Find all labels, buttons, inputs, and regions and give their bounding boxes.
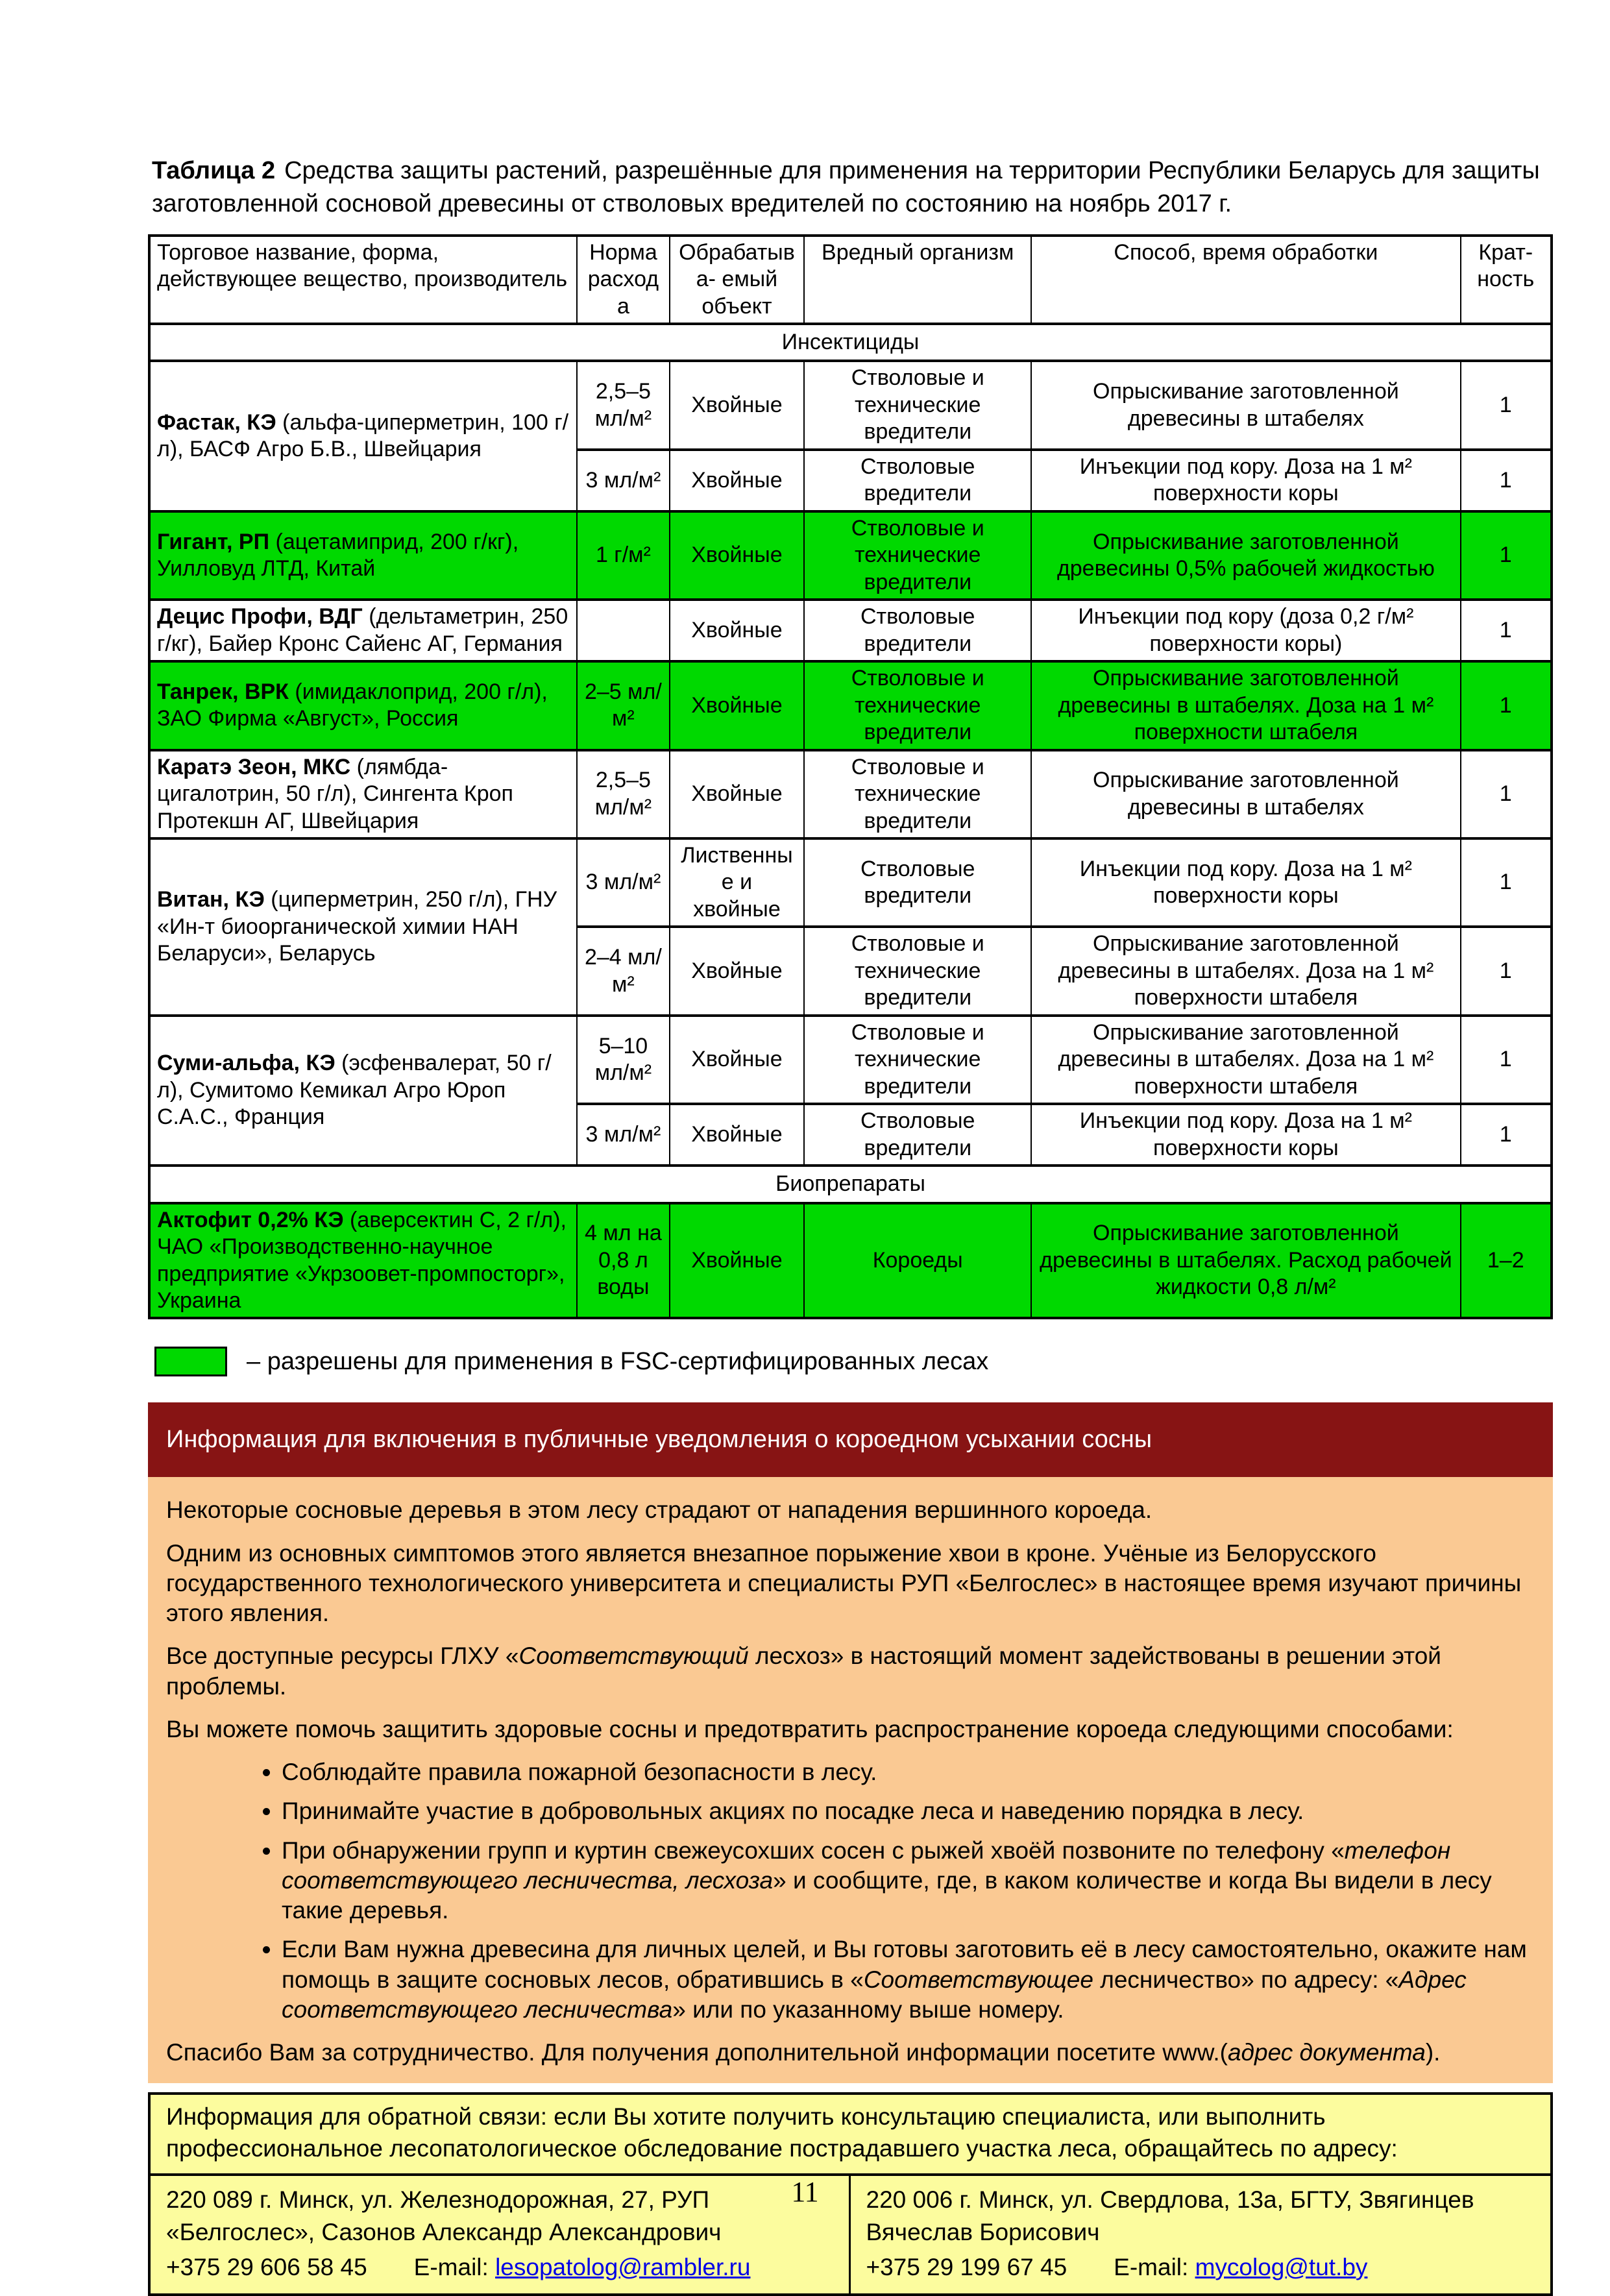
contact-phone: +375 29 199 67 45 — [866, 2253, 1067, 2280]
section-row-insecticides — [149, 324, 1552, 361]
contact-address: 220 089 г. Минск, ул. Железнодорожная, 27, РУП «Белгослес», Сазонов Александр Александрович — [166, 2186, 722, 2245]
product-name: Гигант, РП (ацетамиприд, 200 г/кг), Уилловуд ЛТД, Китай — [149, 511, 577, 600]
pest-cell: Стволовые вредители — [804, 450, 1031, 511]
method-cell: Инъекции под кору. Доза на 1 м² поверхности коры — [1031, 450, 1460, 511]
rate-cell: 1 г/м² — [577, 511, 670, 600]
table-row-decis — [149, 600, 1552, 661]
object-cell: Хвойные — [670, 1203, 804, 1319]
table-row-karate — [149, 750, 1552, 838]
email-label: E-mail: — [1114, 2253, 1189, 2280]
rate-cell: 3 мл/м² — [577, 450, 670, 511]
method-cell: Опрыскивание заготовленной древесины в штабелях. Доза на 1 м² поверхности штабеля — [1031, 1016, 1460, 1104]
product-name: Суми-альфа, КЭ (эсфенвалерат, 50 г/л), Сумитомо Кемикал Агро Юроп С.А.С., Франция — [149, 1016, 577, 1166]
multiplicity-cell: 1 — [1461, 661, 1552, 750]
bullet-item: • Соблюдайте правила пожарной безопасности в лесу. — [282, 1757, 1533, 1787]
multiplicity-cell: 1–2 — [1461, 1203, 1552, 1319]
col-header-object: Обрабатыва- емый объект — [670, 236, 804, 324]
rate-cell: 5–10 мл/м² — [577, 1016, 670, 1104]
multiplicity-cell: 1 — [1461, 838, 1552, 927]
rate-cell — [577, 600, 670, 661]
multiplicity-cell: 1 — [1461, 511, 1552, 600]
page-number: 11 — [791, 2176, 819, 2208]
section-label: Биопрепараты — [149, 1166, 1552, 1203]
pest-cell: Стволовые и технические вредители — [804, 750, 1031, 838]
object-cell: Хвойные — [670, 450, 804, 511]
bullet-item: • Принимайте участие в добровольных акциях по посадке леса и наведению порядка в лесу. — [282, 1796, 1533, 1826]
object-cell: Лиственные и хвойные — [670, 838, 804, 927]
legend-text: – разрешены для применения в FSC-сертифицированных лесах — [247, 1347, 989, 1375]
col-header-product: Торговое название, форма, действующее вещество, производитель — [149, 236, 577, 324]
contact-address: 220 006 г. Минск, ул. Свердлова, 13а, БГТУ, Звягинцев Вячеслав Борисович — [866, 2186, 1474, 2245]
col-header-pest: Вредный организм — [804, 236, 1031, 324]
email-label: E-mail: — [413, 2253, 489, 2280]
bullet-item: • При обнаружении групп и куртин свежеусохших сосен с рыжей хвоёй позвоните по телефону «телефон соответствующего лесничества, лесхоза» и сообщите, где, в каком количестве и когда Вы видели в лесу такие деревья. — [282, 1836, 1533, 1926]
object-cell: Хвойные — [670, 1104, 804, 1166]
table-row-vitan-1 — [149, 838, 1552, 927]
notice-bullet-list — [166, 1757, 1533, 2025]
fsc-legend — [154, 1347, 1553, 1376]
notice-paragraph: Некоторые сосновые деревья в этом лесу страдают от нападения вершинного короеда. — [166, 1496, 1153, 1524]
pest-cell: Стволовые вредители — [804, 600, 1031, 661]
method-cell: Опрыскивание заготовленной древесины в штабелях. Доза на 1 м² поверхности штабеля — [1031, 927, 1460, 1015]
method-cell: Опрыскивание заготовленной древесины в штабелях. Расход рабочей жидкости 0,8 л/м² — [1031, 1203, 1460, 1319]
pesticide-table — [148, 234, 1553, 1320]
object-cell: Хвойные — [670, 600, 804, 661]
table-row-sumi-alfa-1 — [149, 1016, 1552, 1104]
object-cell: Хвойные — [670, 511, 804, 600]
multiplicity-cell: 1 — [1461, 750, 1552, 838]
rate-cell: 2,5–5 мл/м² — [577, 361, 670, 449]
col-header-multiplicity: Крат- ность — [1461, 236, 1552, 324]
pest-cell: Стволовые вредители — [804, 838, 1031, 927]
object-cell: Хвойные — [670, 927, 804, 1015]
pest-cell: Стволовые и технические вредители — [804, 1016, 1031, 1104]
multiplicity-cell: 1 — [1461, 927, 1552, 1015]
table-caption — [152, 154, 1553, 221]
object-cell: Хвойные — [670, 750, 804, 838]
col-header-method: Способ, время обработки — [1031, 236, 1460, 324]
object-cell: Хвойные — [670, 661, 804, 750]
notice-paragraph: Все доступные ресурсы ГЛХУ «Соответствующий лесхоз» в настоящий момент задействованы в решении этой проблемы. — [166, 1643, 1441, 1700]
table-row-tanrek-fsc-approved — [149, 661, 1552, 750]
table-row-gigant-fsc-approved — [149, 511, 1552, 600]
multiplicity-cell: 1 — [1461, 361, 1552, 449]
method-cell: Инъекции под кору. Доза на 1 м² поверхности коры — [1031, 1104, 1460, 1166]
pest-cell: Стволовые и технические вредители — [804, 361, 1031, 449]
table-row-aktofit-fsc-approved — [149, 1203, 1552, 1319]
method-cell: Инъекции под кору (доза 0,2 г/м² поверхности коры) — [1031, 600, 1460, 661]
method-cell: Опрыскивание заготовленной древесины в штабелях. Доза на 1 м² поверхности штабеля — [1031, 661, 1460, 750]
product-name: Децис Профи, ВДГ (дельтаметрин, 250 г/кг), Байер Кронс Сайенс АГ, Германия — [149, 600, 577, 661]
table-row-fastak-1 — [149, 361, 1552, 449]
section-row-biopreparations — [149, 1166, 1552, 1203]
section-label: Инсектициды — [149, 324, 1552, 361]
notice-closing: Спасибо Вам за сотрудничество. Для получения дополнительной информации посетите www.(адрес документа). — [166, 2039, 1441, 2066]
feedback-intro: Информация для обратной связи: если Вы хотите получить консультацию специалиста, или выполнить профессиональное лесопатологическое обследование пострадавшего участка леса, обращайтесь по адресу: — [151, 2095, 1550, 2175]
pest-cell: Короеды — [804, 1203, 1031, 1319]
multiplicity-cell: 1 — [1461, 1016, 1552, 1104]
multiplicity-cell: 1 — [1461, 1104, 1552, 1166]
notice-paragraph: Вы можете помочь защитить здоровые сосны и предотвратить распространение короеда следующими способами: — [166, 1715, 1454, 1742]
product-name: Витан, КЭ (циперметрин, 250 г/л), ГНУ «Ин-т биоорганической химии НАН Беларуси», Беларусь — [149, 838, 577, 1016]
method-cell: Инъекции под кору. Доза на 1 м² поверхности коры — [1031, 838, 1460, 927]
email-link[interactable]: mycolog@tut.by — [1195, 2253, 1368, 2280]
email-link[interactable]: lesopatolog@rambler.ru — [495, 2253, 751, 2280]
public-notice-body — [148, 1477, 1553, 2083]
rate-cell: 3 мл/м² — [577, 838, 670, 927]
rate-cell: 3 мл/м² — [577, 1104, 670, 1166]
contact-phone: +375 29 606 58 45 — [166, 2253, 367, 2280]
rate-cell: 2–5 мл/м² — [577, 661, 670, 750]
pest-cell: Стволовые и технические вредители — [804, 511, 1031, 600]
product-name: Танрек, ВРК (имидаклоприд, 200 г/л), ЗАО Фирма «Август», Россия — [149, 661, 577, 750]
method-cell: Опрыскивание заготовленной древесины в штабелях — [1031, 750, 1460, 838]
product-name: Фастак, КЭ (альфа-циперметрин, 100 г/л), БАСФ Агро Б.В., Швейцария — [149, 361, 577, 511]
multiplicity-cell: 1 — [1461, 600, 1552, 661]
notice-paragraph: Одним из основных симптомов этого является внезапное порыжение хвои в кроне. Учёные из Белорусского государственного технологического университета и специалисты РУП «Белгослес» в настоящее время изучают причины этого явления. — [166, 1539, 1522, 1627]
product-name: Актофит 0,2% КЭ (аверсектин С, 2 г/л), ЧАО «Производственно-научное предприятие «Укрзоовет-промпосторг», Украина — [149, 1203, 577, 1319]
rate-cell: 4 мл на 0,8 л воды — [577, 1203, 670, 1319]
multiplicity-cell: 1 — [1461, 450, 1552, 511]
bullet-item: • Если Вам нужна древесина для личных целей, и Вы готовы заготовить её в лесу самостоятельно, окажите нам помощь в защите сосновых лесов, обратившись в «Соответствующее лесничество» по адресу: «Адрес соответствующего лесничества» или по указанному выше номеру. — [282, 1935, 1533, 2025]
table-caption-label: Таблица 2 — [152, 157, 276, 184]
method-cell: Опрыскивание заготовленной древесины в штабелях — [1031, 361, 1460, 449]
table-caption-text: Средства защиты растений, разрешённые для применения на территории Республики Беларусь для защиты заготовленной сосновой древесины от стволовых вредителей по состоянию на ноябрь 2017 г. — [152, 157, 1540, 218]
method-cell: Опрыскивание заготовленной древесины 0,5% рабочей жидкостью — [1031, 511, 1460, 600]
pest-cell: Стволовые вредители — [804, 1104, 1031, 1166]
pest-cell: Стволовые и технические вредители — [804, 927, 1031, 1015]
object-cell: Хвойные — [670, 361, 804, 449]
rate-cell: 2–4 мл/м² — [577, 927, 670, 1015]
table-header-row — [149, 236, 1552, 324]
page-content — [148, 154, 1553, 2296]
public-notice-header: Информация для включения в публичные уведомления о короедном усыхании сосны — [148, 1402, 1553, 1477]
product-name: Каратэ Зеон, МКС (лямбда-цигалотрин, 50 г/л), Сингента Кроп Протекшн АГ, Швейцария — [149, 750, 577, 838]
col-header-rate: Норма расхода — [577, 236, 670, 324]
rate-cell: 2,5–5 мл/м² — [577, 750, 670, 838]
green-color-swatch — [154, 1347, 227, 1376]
pest-cell: Стволовые и технические вредители — [804, 661, 1031, 750]
object-cell: Хвойные — [670, 1016, 804, 1104]
